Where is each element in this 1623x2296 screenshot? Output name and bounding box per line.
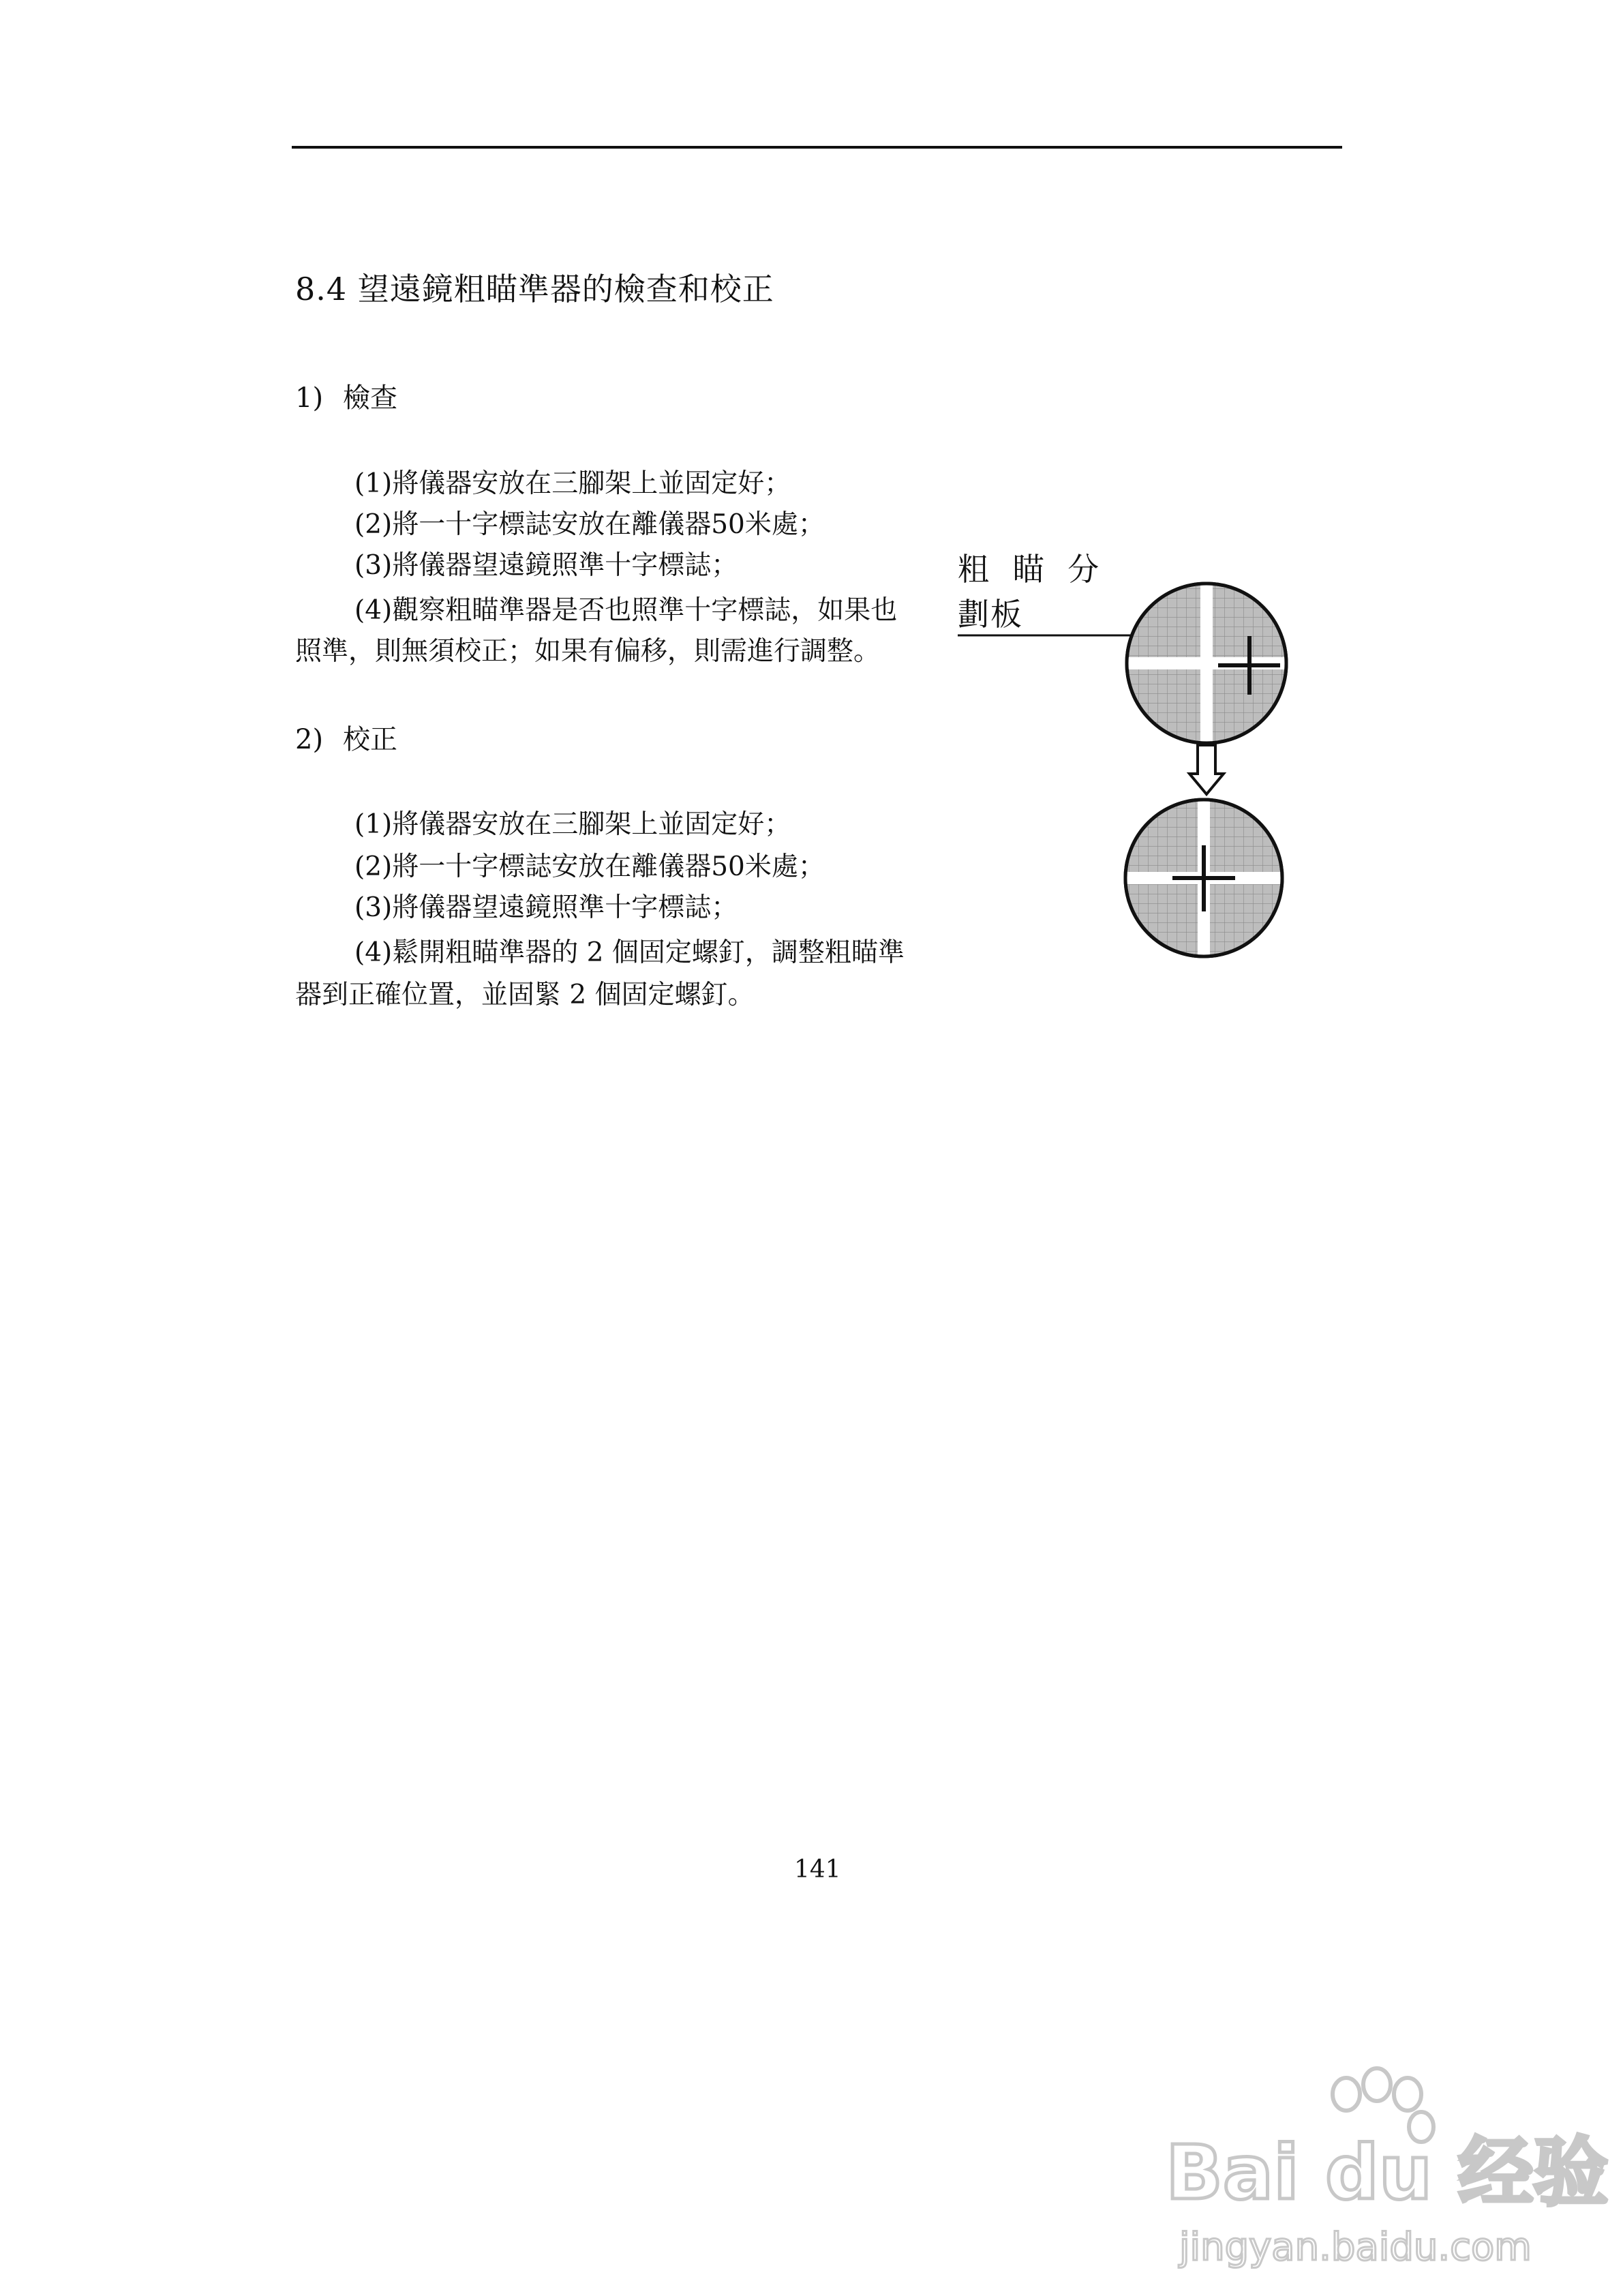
header-rule (292, 146, 1342, 149)
reticle-before (1127, 584, 1286, 743)
reticle-figure (947, 569, 1302, 992)
down-arrow-icon (1189, 745, 1224, 794)
inspect-heading (295, 376, 397, 415)
inspect-step-4-cont: 照準，則無須校正；如果有偏移，則需進行調整。 (295, 636, 881, 667)
correct-step-2: (2)將一十字標誌安放在離儀器50米處； (354, 851, 825, 882)
page-number: 141 (794, 1856, 841, 1884)
baidu-jingyan-watermark (1152, 2059, 1609, 2277)
watermark-url: jingyan.baidu.com (1179, 2225, 1532, 2269)
reticle-after (1125, 800, 1282, 956)
section-title: 8.4 望遠鏡粗瞄準器的檢查和校正 (295, 271, 774, 307)
correct-number: 2) (295, 724, 324, 755)
inspect-step-4: (4)觀察粗瞄準器是否也照準十字標誌，如果也 (354, 595, 898, 626)
figure-label-line1: 粗 瞄 分 (958, 551, 1106, 588)
inspect-step-2: (2)將一十字標誌安放在離儀器50米處； (354, 509, 825, 540)
correct-step-4: (4)鬆開粗瞄準器的 2 個固定螺釘，調整粗瞄準 (354, 937, 905, 968)
correct-step-3: (3)將儀器望遠鏡照準十字標誌； (354, 892, 738, 923)
inspect-heading-text: 檢查 (343, 382, 397, 414)
correct-step-1: (1)將儀器安放在三腳架上並固定好； (354, 809, 791, 840)
correct-heading (295, 718, 397, 757)
correct-heading-text: 校正 (343, 724, 397, 755)
inspect-number: 1) (295, 382, 324, 414)
inspect-step-3: (3)將儀器望遠鏡照準十字標誌； (354, 550, 738, 581)
watermark-brand: Bai du 经验 (1166, 2129, 1609, 2216)
figure-label-line2: 劃板 (958, 596, 1023, 633)
inspect-step-1: (1)將儀器安放在三腳架上並固定好； (354, 468, 791, 499)
correct-step-4-cont: 器到正確位置，並固緊 2 個固定螺釘。 (295, 980, 755, 1010)
